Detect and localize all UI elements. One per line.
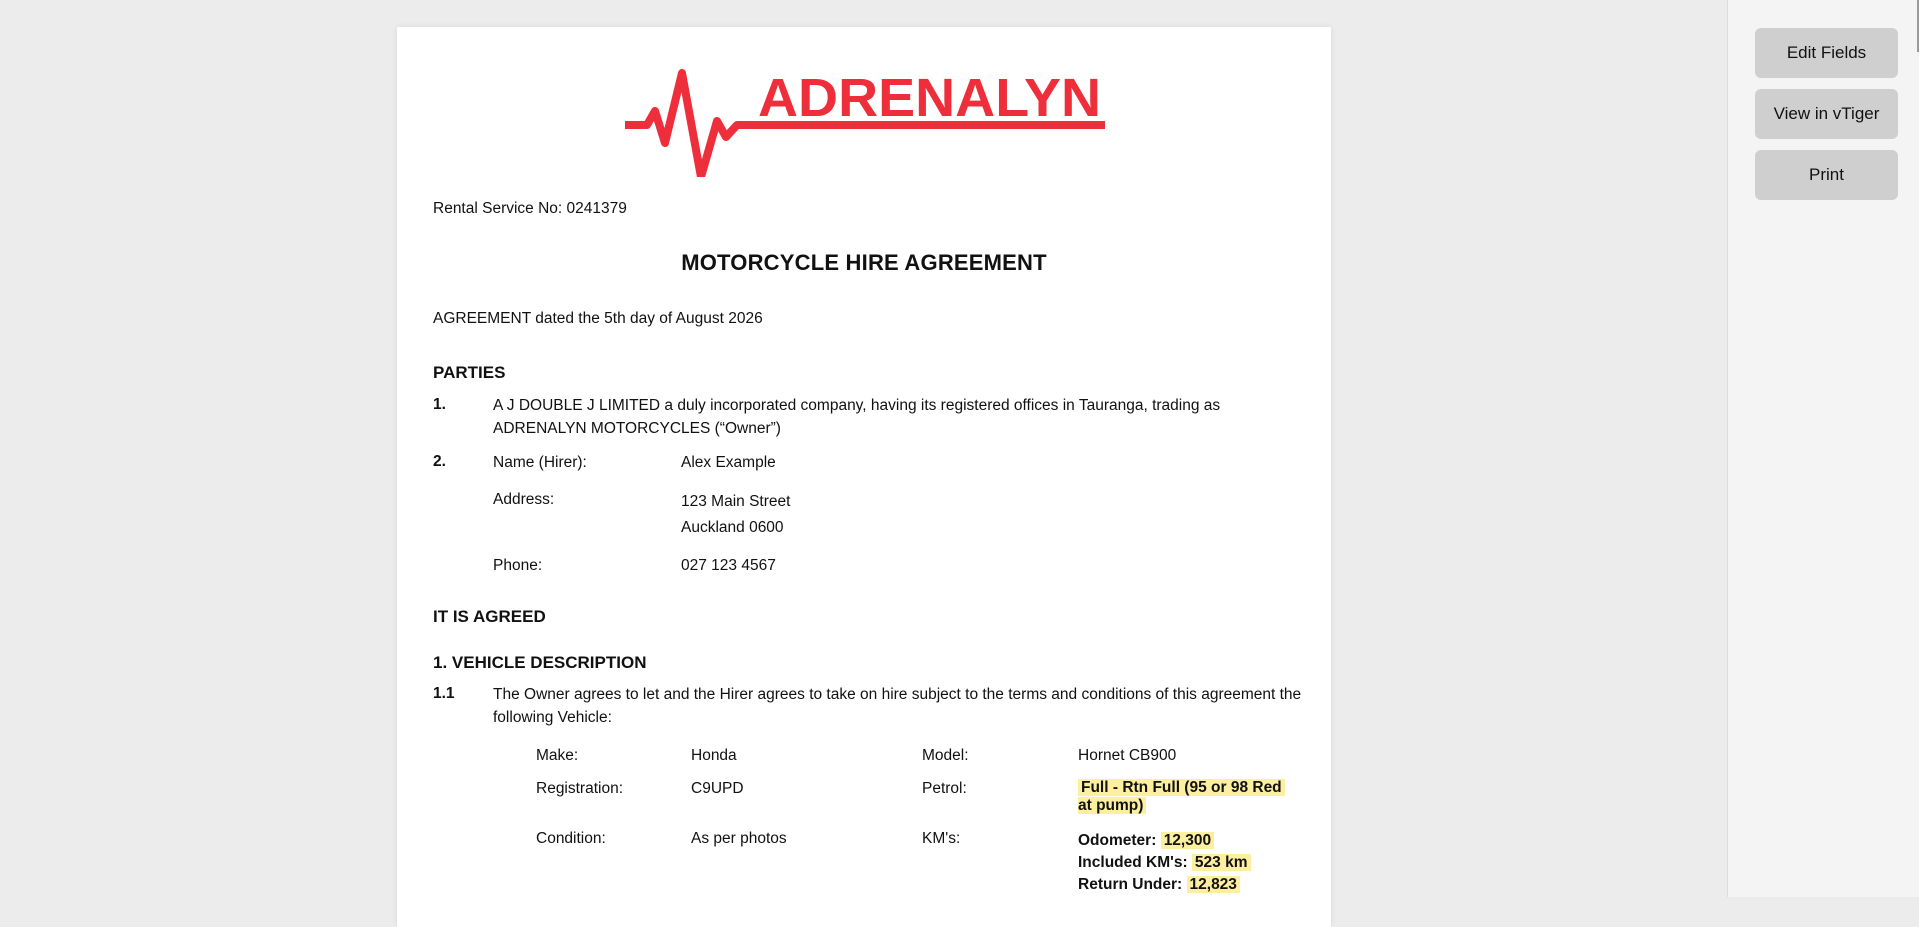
- petrol-value: [1078, 779, 1285, 815]
- party-1-line-1: A J DOUBLE J LIMITED a duly incorporated company, having its registered offices in Tauranga, trading as: [493, 397, 1221, 414]
- included-kms-label: Included KM's:: [1078, 854, 1188, 871]
- phone-label: Phone:: [493, 557, 543, 574]
- clause-number: 1.1: [433, 685, 455, 702]
- odometer-label: Odometer:: [1078, 832, 1157, 849]
- rental-service-number: Rental Service No: 0241379: [433, 200, 627, 217]
- parties-heading: PARTIES: [433, 363, 506, 382]
- hirer-name-label: Name (Hirer):: [493, 454, 587, 471]
- clause-line-1: The Owner agrees to let and the Hirer agrees to take on hire subject to the terms and conditions of this agreement the: [493, 686, 1302, 703]
- make-label: Make:: [536, 747, 579, 764]
- clause-line-2: following Vehicle:: [493, 709, 612, 726]
- vehicle-description-heading: 1. VEHICLE DESCRIPTION: [433, 653, 647, 672]
- hirer-name: Alex Example: [681, 454, 776, 471]
- party-2-number: 2.: [433, 453, 446, 470]
- return-under-row: [1078, 875, 1240, 895]
- registration-value: C9UPD: [691, 780, 744, 797]
- petrol-label: Petrol:: [922, 780, 967, 797]
- return-under-label: Return Under:: [1078, 876, 1183, 893]
- included-kms-value: 523 km: [1192, 854, 1251, 871]
- return-under-value: 12,823: [1187, 876, 1240, 893]
- edit-fields-button[interactable]: Edit Fields: [1755, 28, 1898, 78]
- it-is-agreed-heading: IT IS AGREED: [433, 607, 546, 626]
- party-1-number: 1.: [433, 396, 446, 413]
- address-line-1: 123 Main Street: [681, 493, 791, 510]
- condition-label: Condition:: [536, 830, 606, 847]
- model-value: Hornet CB900: [1078, 747, 1177, 764]
- address-line-2: Auckland 0600: [681, 519, 784, 536]
- action-sidebar: [1727, 0, 1919, 897]
- registration-label: Registration:: [536, 780, 624, 797]
- make-value: Honda: [691, 747, 737, 764]
- agreement-document: [397, 27, 1331, 927]
- petrol-line-2: at pump): [1078, 797, 1146, 814]
- address-label: Address:: [493, 491, 555, 508]
- kms-label: KM's:: [922, 830, 961, 847]
- odometer-row: [1078, 831, 1214, 851]
- document-title: MOTORCYCLE HIRE AGREEMENT: [681, 250, 1047, 275]
- print-button[interactable]: Print: [1755, 150, 1898, 200]
- logo-wordmark: ADRENALYN: [758, 69, 1101, 128]
- petrol-line-1: Full - Rtn Full (95 or 98 Red: [1078, 779, 1285, 796]
- party-1-line-2: ADRENALYN MOTORCYCLES (“Owner”): [493, 420, 781, 437]
- adrenalyn-logo: [625, 69, 1105, 177]
- condition-value: As per photos: [691, 830, 787, 847]
- included-kms-row: [1078, 853, 1251, 873]
- model-label: Model:: [922, 747, 969, 764]
- view-in-vtiger-button[interactable]: View in vTiger: [1755, 89, 1898, 139]
- phone-value: 027 123 4567: [681, 557, 776, 574]
- agreement-date: AGREEMENT dated the 5th day of August 2026: [433, 310, 763, 327]
- odometer-value: 12,300: [1161, 832, 1214, 849]
